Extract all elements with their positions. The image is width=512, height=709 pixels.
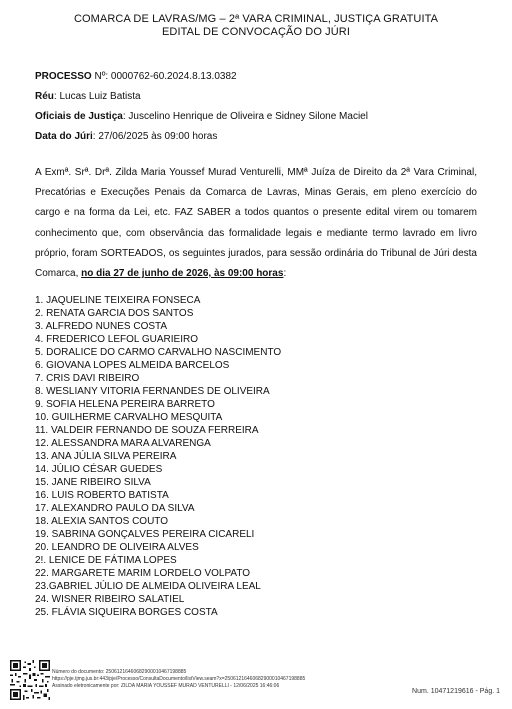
reu-value: : Lucas Luiz Batista <box>53 91 141 102</box>
paragraph-text: A Exmª. Srª. Drª. Zilda Maria Youssef Murad Venturelli, MMª Juíza de Direito da 2ª Vara Criminal, Precatórias e Execuções Penais da Comarca de Lavras, Minas Gerais, em pleno exercício do cargo e na forma da Lei, etc. FAZ SABER a todos quantos o presente edital virem ou tomarem conhecimento que, com observância das formalidade legais e mediante termo lavrado em livro próprio, foram SORTEADOS, os seguintes jurados, para sessão ordinária do Tribunal de Júri desta Comarca, <box>35 167 477 280</box>
juror-list <box>35 294 281 619</box>
edict-title: EDITAL DE CONVOCAÇÃO DO JÚRI <box>162 26 350 38</box>
data-juri-value: : 27/06/2025 às 09:00 horas <box>92 131 218 142</box>
juror-item: 16. LUIS ROBERTO BATISTA <box>35 490 169 501</box>
data-juri-row <box>35 127 368 147</box>
juror-item: 19. SABRINA GONÇALVES PEREIRA CICARELI <box>35 529 255 540</box>
juror-item: 22. MARGARETE MARIM LORDELO VOLPATO <box>35 568 251 579</box>
juror-item: 9. SOFIA HELENA PEREIRA BARRETO <box>35 399 215 410</box>
reu-row <box>35 87 368 107</box>
paragraph-tail: : <box>283 268 287 280</box>
edict-paragraph <box>35 163 477 284</box>
oficiais-label: Oficiais de Justiça <box>35 111 123 122</box>
session-date-emphasis: no dia 27 de junho de 2026, às 09:00 horas <box>81 268 284 280</box>
juror-item: 17. ALEXANDRO PAULO DA SILVA <box>35 503 195 514</box>
juror-item: 23.GABRIEL JÚLIO DE ALMEIDA OLIVEIRA LEAL <box>35 581 261 592</box>
juror-item: 7. CRIS DAVI RIBEIRO <box>35 373 140 384</box>
juror-item: 2. RENATA GARCIA DOS SANTOS <box>35 308 194 319</box>
case-metadata <box>35 67 368 147</box>
juror-item: 20. LEANDRO DE OLIVEIRA ALVES <box>35 542 199 553</box>
reu-label: Réu <box>35 91 54 102</box>
juror-item: 3. ALFREDO NUNES COSTA <box>35 321 168 332</box>
signature-line: Assinado eletronicamente por: ZILDA MARIA YOUSSEF MURAD VENTURELLI - 12/06/2025 16:46:06 <box>52 683 280 689</box>
juror-item: 10. GUILHERME CARVALHO MESQUITA <box>35 412 223 423</box>
juror-item: 6. GIOVANA LOPES ALMEIDA BARCELOS <box>35 360 230 371</box>
juror-item: 5. DORALICE DO CARMO CARVALHO NASCIMENTO <box>35 347 282 358</box>
juror-item: 11. VALDEIR FERNANDO DE SOUZA FERREIRA <box>35 425 259 436</box>
qr-code-icon <box>10 660 50 700</box>
juror-item: 12. ALESSANDRA MARA ALVARENGA <box>35 438 211 449</box>
juror-item: 24. WISNER RIBEIRO SALATIEL <box>35 594 185 605</box>
juror-item: 14. JÚLIO CÉSAR GUEDES <box>35 464 163 475</box>
juror-item: 2!. LENICE DE FÁTIMA LOPES <box>35 555 177 566</box>
juror-item: 25. FLÁVIA SIQUEIRA BORGES COSTA <box>35 607 218 618</box>
document-footer <box>10 660 502 704</box>
page-reference: Num. 10471219616 - Pág. 1 <box>412 688 500 695</box>
juror-item: 8. WESLIANY VITORIA FERNANDES DE OLIVEIRA <box>35 386 270 397</box>
juror-item: 18. ALEXIA SANTOS COUTO <box>35 516 169 527</box>
document-url: https://pje.tjmg.jus.br:443/pje/Processo/ConsultaDocumento/listView.seam?x=25061216460682900010467198885 <box>52 676 306 682</box>
juror-item: 4. FREDERICO LEFOL GUARIEIRO <box>35 334 198 345</box>
juror-item: 15. JANE RIBEIRO SILVA <box>35 477 151 488</box>
data-juri-label: Data do Júri <box>35 131 93 142</box>
oficiais-row <box>35 107 368 127</box>
juror-item: 1. JAQUELINE TEIXEIRA FONSECA <box>35 295 201 306</box>
processo-row <box>35 67 368 87</box>
court-title: COMARCA DE LAVRAS/MG – 2ª VARA CRIMINAL, JUSTIÇA GRATUITA <box>73 13 439 25</box>
document-number: Número do documento: 25061216460682900010467198885 <box>52 669 187 675</box>
processo-value: Nº: 0000762-60.2024.8.13.0382 <box>91 71 237 82</box>
document-signature-info <box>52 669 305 690</box>
document-header <box>0 13 512 39</box>
processo-label: PROCESSO <box>35 71 92 82</box>
oficiais-value: : Juscelino Henrique de Oliveira e Sidney Silone Maciel <box>122 111 368 122</box>
juror-item: 13. ANA JÚLIA SILVA PEREIRA <box>35 451 177 462</box>
